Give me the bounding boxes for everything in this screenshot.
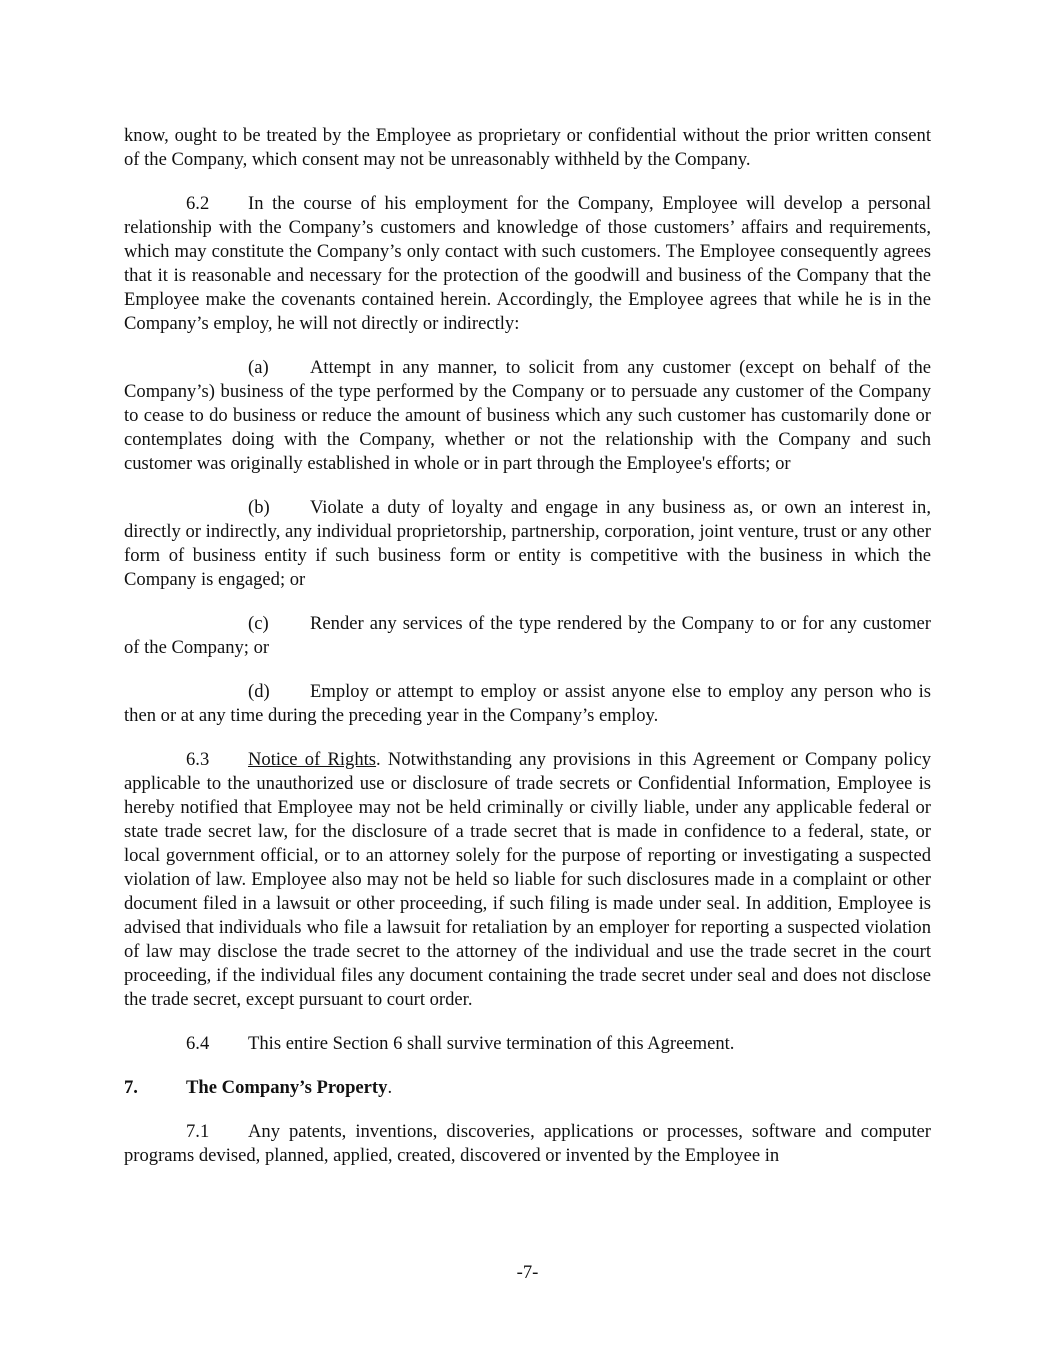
paragraph-6-2-c-text: Render any services of the type rendered by the Company to or for any customer of the Company; or — [124, 613, 931, 658]
section-7-number: 7. — [124, 1077, 138, 1098]
document-page — [124, 124, 931, 1168]
paragraph-6-2-a — [124, 356, 931, 476]
page-number-footer — [0, 1262, 1055, 1284]
paragraph-6-2-a-text: Attempt in any manner, to solicit from any customer (except on behalf of the Company’s) business of the type performed by the Company or to persuade any customer of the Company to cease to do business or reduce the amount of business which any such customer has customarily done or contemplates doing with the Company, whether or not the relationship with the Company and such customer was originally established in whole or in part through the Employee's efforts; or — [124, 357, 931, 474]
paragraph-6-2-b — [124, 496, 931, 592]
paragraph-7-1 — [124, 1120, 931, 1168]
paragraph-6-2-b-number: (b) — [248, 497, 270, 518]
paragraph-6-2-d — [124, 680, 931, 728]
paragraph-6-4-text: This entire Section 6 shall survive termination of this Agreement. — [248, 1033, 735, 1054]
paragraph-6-3-heading: Notice of Rights — [248, 749, 377, 770]
paragraph-6-2 — [124, 192, 931, 336]
paragraph-6-2-c — [124, 612, 931, 660]
paragraph-6-2-d-text: Employ or attempt to employ or assist anyone else to employ any person who is then or at any time during the preceding year in the Company’s employ. — [124, 681, 931, 726]
paragraph-7-1-number: 7.1 — [186, 1121, 210, 1142]
section-7-period: . — [387, 1077, 393, 1098]
paragraph-6-4-number: 6.4 — [186, 1033, 210, 1054]
section-7-heading — [124, 1076, 931, 1100]
paragraph-6-4 — [124, 1032, 931, 1056]
paragraph-6-2-text: In the course of his employment for the Company, Employee will develop a personal relationship with the Company’s customers and knowledge of those customers’ affairs and requirements, which may constitute the Company’s only contact with such customers. The Employee consequently agrees that it is reasonable and necessary for the protection of the goodwill and business of the Company that the Employee make the covenants contained herein. Accordingly, the Employee agrees that while he is in the Company’s employ, he will not directly or indirectly: — [124, 193, 931, 334]
paragraph-6-2-c-number: (c) — [248, 613, 269, 634]
paragraph-6-3-text: . Notwithstanding any provisions in this Agreement or Company policy applicable to the unauthorized use or disclosure of trade secrets or Confidential Information, Employee is hereby notified that Employee may not be held criminally or civilly liable, under any applicable federal or state trade secret law, for the disclosure of a trade secret that is made in confidence to a federal, state, or local government official, or to an attorney solely for the purpose of reporting or investigating a suspected violation of law. Employee also may not be held so liable for such disclosures made in a complaint or other document filed in a lawsuit or other proceeding, if such filing is made under seal. In addition, Employee is advised that individuals who file a lawsuit for retaliation by an employer for reporting a suspected violation of law may disclose the trade secret to the attorney of the individual and use the trade secret in the court proceeding, if the individual files any document containing the trade secret under seal and does not disclose the trade secret, except pursuant to court order. — [124, 749, 931, 1010]
paragraph-6-2-number: 6.2 — [186, 193, 210, 214]
paragraph-6-2-d-number: (d) — [248, 681, 270, 702]
paragraph-6-2-b-text: Violate a duty of loyalty and engage in any business as, or own an interest in, directly or indirectly, any individual proprietorship, partnership, corporation, joint venture, trust or any other form of business entity if such business form or entity is competitive with the business in which the Company is engaged; or — [124, 497, 931, 590]
page-number: -7- — [516, 1262, 539, 1283]
paragraph-intro — [124, 124, 931, 172]
paragraph-6-2-a-number: (a) — [248, 357, 269, 378]
paragraph-6-3-number: 6.3 — [186, 749, 210, 770]
paragraph-6-3 — [124, 748, 931, 1012]
section-7-title: The Company’s Property — [186, 1077, 388, 1098]
paragraph-intro-text: know, ought to be treated by the Employee as proprietary or confidential without the prior written consent of the Company, which consent may not be unreasonably withheld by the Company. — [124, 125, 931, 170]
paragraph-7-1-text: Any patents, inventions, discoveries, applications or processes, software and computer programs devised, planned, applied, created, discovered or invented by the Employee in — [124, 1121, 931, 1166]
